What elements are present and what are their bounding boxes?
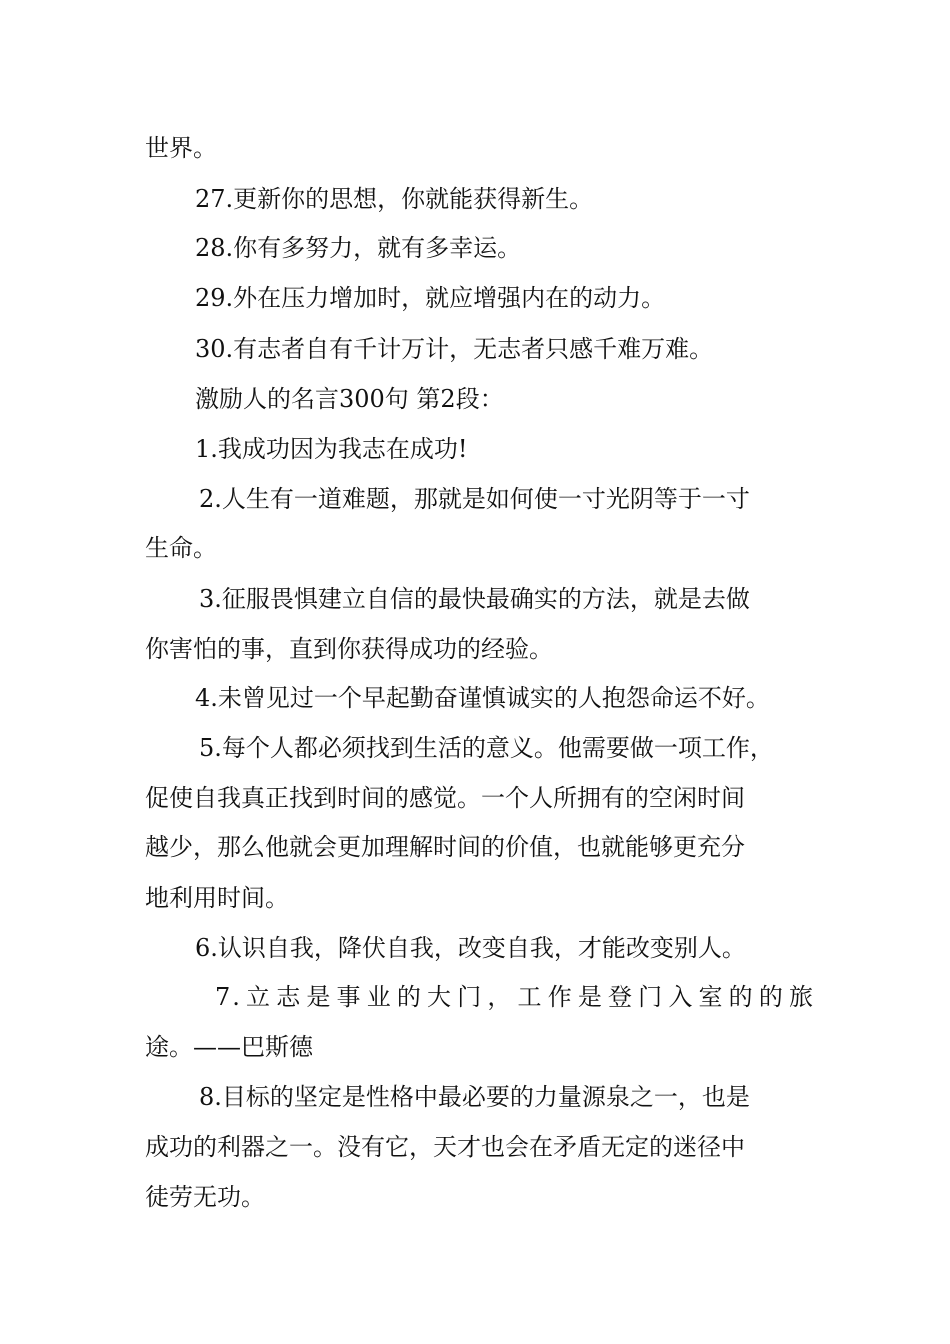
text-line: 30.有志者自有千计万计，无志者只感千难万难。 [195,335,714,363]
text-line: 地利用时间。 [145,884,289,912]
text-line: 29.外在压力增加时，就应增强内在的动力。 [195,284,666,312]
text-line: 越少，那么他就会更加理解时间的价值，也就能够更充分 [145,833,745,861]
text-line: 28.你有多努力，就有多幸运。 [195,234,522,262]
text-line: 生命。 [145,534,217,562]
text-line: 你害怕的事，直到你获得成功的经验。 [145,635,553,663]
text-line: 8.目标的坚定是性格中最必要的力量源泉之一，也是 [199,1083,750,1111]
text-line: 27.更新你的思想，你就能获得新生。 [195,185,594,213]
text-line: 5.每个人都必须找到生活的意义。他需要做一项工作， [199,734,774,762]
text-line: 7.立志是事业的大门，工作是登门入室的的旅 [215,983,815,1011]
text-line: 3.征服畏惧建立自信的最快最确实的方法，就是去做 [199,585,750,613]
text-line: 途。——巴斯德 [145,1033,313,1061]
text-line: 促使自我真正找到时间的感觉。一个人所拥有的空闲时间 [145,784,745,812]
section-heading: 激励人的名言300句 第2段： [195,385,504,413]
text-line: 6.认识自我，降伏自我，改变自我，才能改变别人。 [195,934,746,962]
text-line: 成功的利器之一。没有它，天才也会在矛盾无定的迷径中 [145,1133,745,1161]
text-line: 2.人生有一道难题，那就是如何使一寸光阴等于一寸 [199,485,750,513]
text-line: 世界。 [145,134,217,162]
text-line: 1.我成功因为我志在成功! [195,435,468,463]
text-line: 4.未曾见过一个早起勤奋谨慎诚实的人抱怨命运不好。 [195,684,770,712]
text-line: 徒劳无功。 [145,1183,265,1211]
